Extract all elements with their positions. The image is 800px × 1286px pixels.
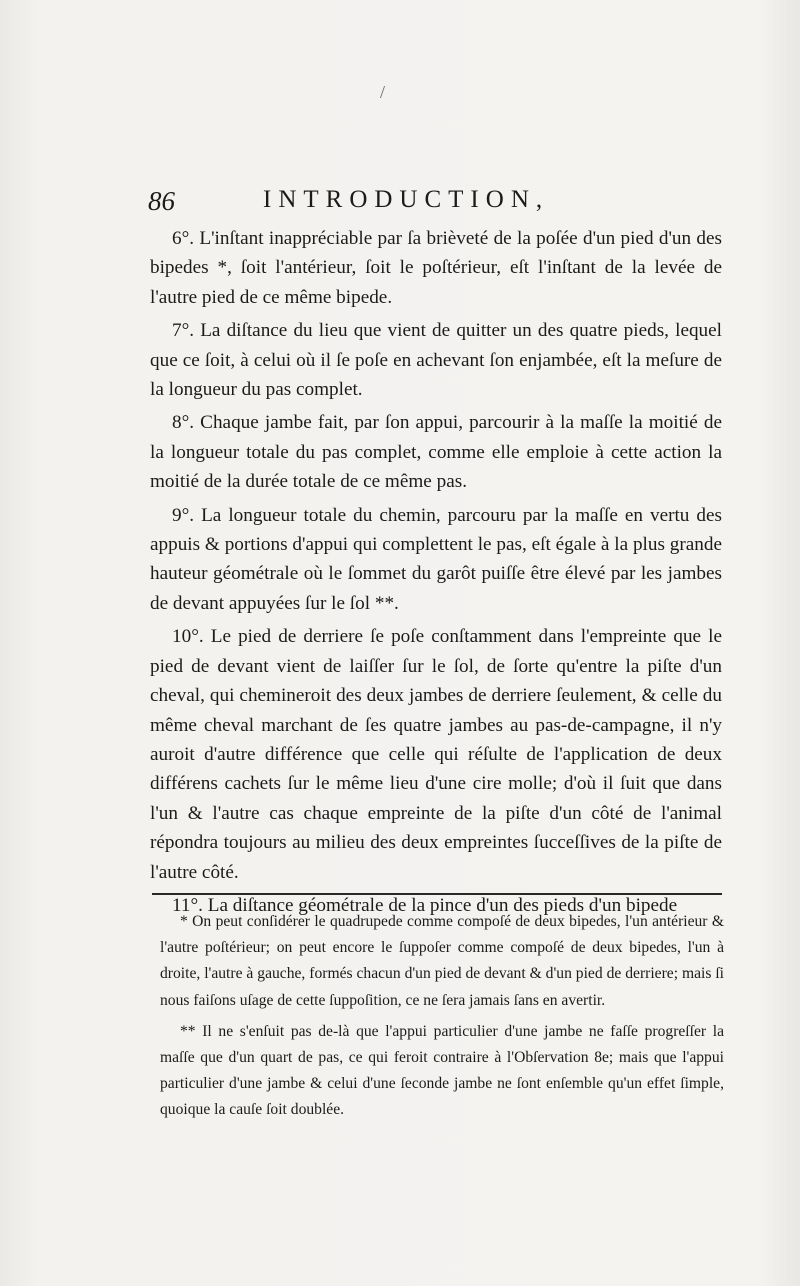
ink-mark: /	[380, 82, 386, 102]
paragraph-8: 8°. Chaque jambe fait, par ſon appui, parcourir à la maſſe la moitié de la longueur totale du pas complet, comme elle emploie à cette action la moitié de la durée totale de ce même pas.	[150, 412, 722, 493]
footnotes	[160, 909, 724, 1129]
paragraph-7: 7°. La diſtance du lieu que vient de quitter un des quatre pieds, lequel que ce ſoit, à celui où il ſe poſe en achevant ſon enjambée, eſt la meſure de la longueur du pas complet.	[150, 320, 722, 401]
footnote-1: * On peut conſidérer le quadrupede comme compoſé de deux bipedes, l'un antérieur & l'autre poſtérieur; on peut encore le ſuppoſer comme compoſé de deux bipedes, l'un à droite, l'autre à gauche, formés chacun d'un pied de devant & d'un pied de derriere; mais ſi nous faiſons uſage de cette ſuppoſition, ce ne ſera jamais ſans en avertir.	[160, 913, 724, 1009]
paragraph-11: 11°. La diſtance géométrale de la pince d'un des pieds d'un bipede	[172, 894, 678, 916]
footnote-rule	[152, 893, 722, 895]
main-text	[150, 224, 722, 924]
footnote-2: ** Il ne s'enſuit pas de-là que l'appui particulier d'une jambe ne faſſe progreſſer la maſſe que d'un quart de pas, ce qui feroit contraire à l'Obſervation 8e; mais que l'appui particulier d'une jambe & celui d'une ſeconde jambe ne ſont enſemble qu'un effet ſimple, quoique la cauſe ſoit doublée.	[160, 1022, 724, 1119]
paragraph-6: 6°. L'inſtant inappréciable par ſa brièveté de la poſée d'un pied d'un des bipedes *, ſoit l'antérieur, ſoit le poſtérieur, eſt l'inſtant de la levée de l'autre pied de ce même bipede.	[150, 228, 722, 308]
paragraph-9: 9°. La longueur totale du chemin, parcouru par la maſſe en vertu des appuis & portions d'appui qui complettent le pas, eſt égale à la plus grande hauteur géométrale où le ſommet du garôt puiſſe être élevé par les jambes de devant appuyées ſur le ſol **.	[150, 504, 722, 614]
running-title: INTRODUCTION,	[263, 186, 550, 213]
page-number: 86	[148, 186, 175, 216]
paragraph-10: 10°. Le pied de derriere ſe poſe conſtamment dans l'empreinte que le pied de devant vient de laiſſer ſur le ſol, de ſorte qu'entre la piſte d'un cheval, qui chemineroit des deux jambes de derriere ſeulement, & celle du même cheval marchant de ſes quatre jambes au pas-de-campagne, il n'y auroit d'autre différence que celle qui réſulte de l'application de deux différens cachets ſur le même lieu d'une cire molle; d'où il ſuit que dans l'un & l'autre cas chaque empreinte de la piſte d'un côté de l'animal répondra toujours au milieu des deux empreintes ſucceſſives de la piſte de l'autre côté.	[150, 626, 722, 883]
page-header	[148, 186, 608, 226]
